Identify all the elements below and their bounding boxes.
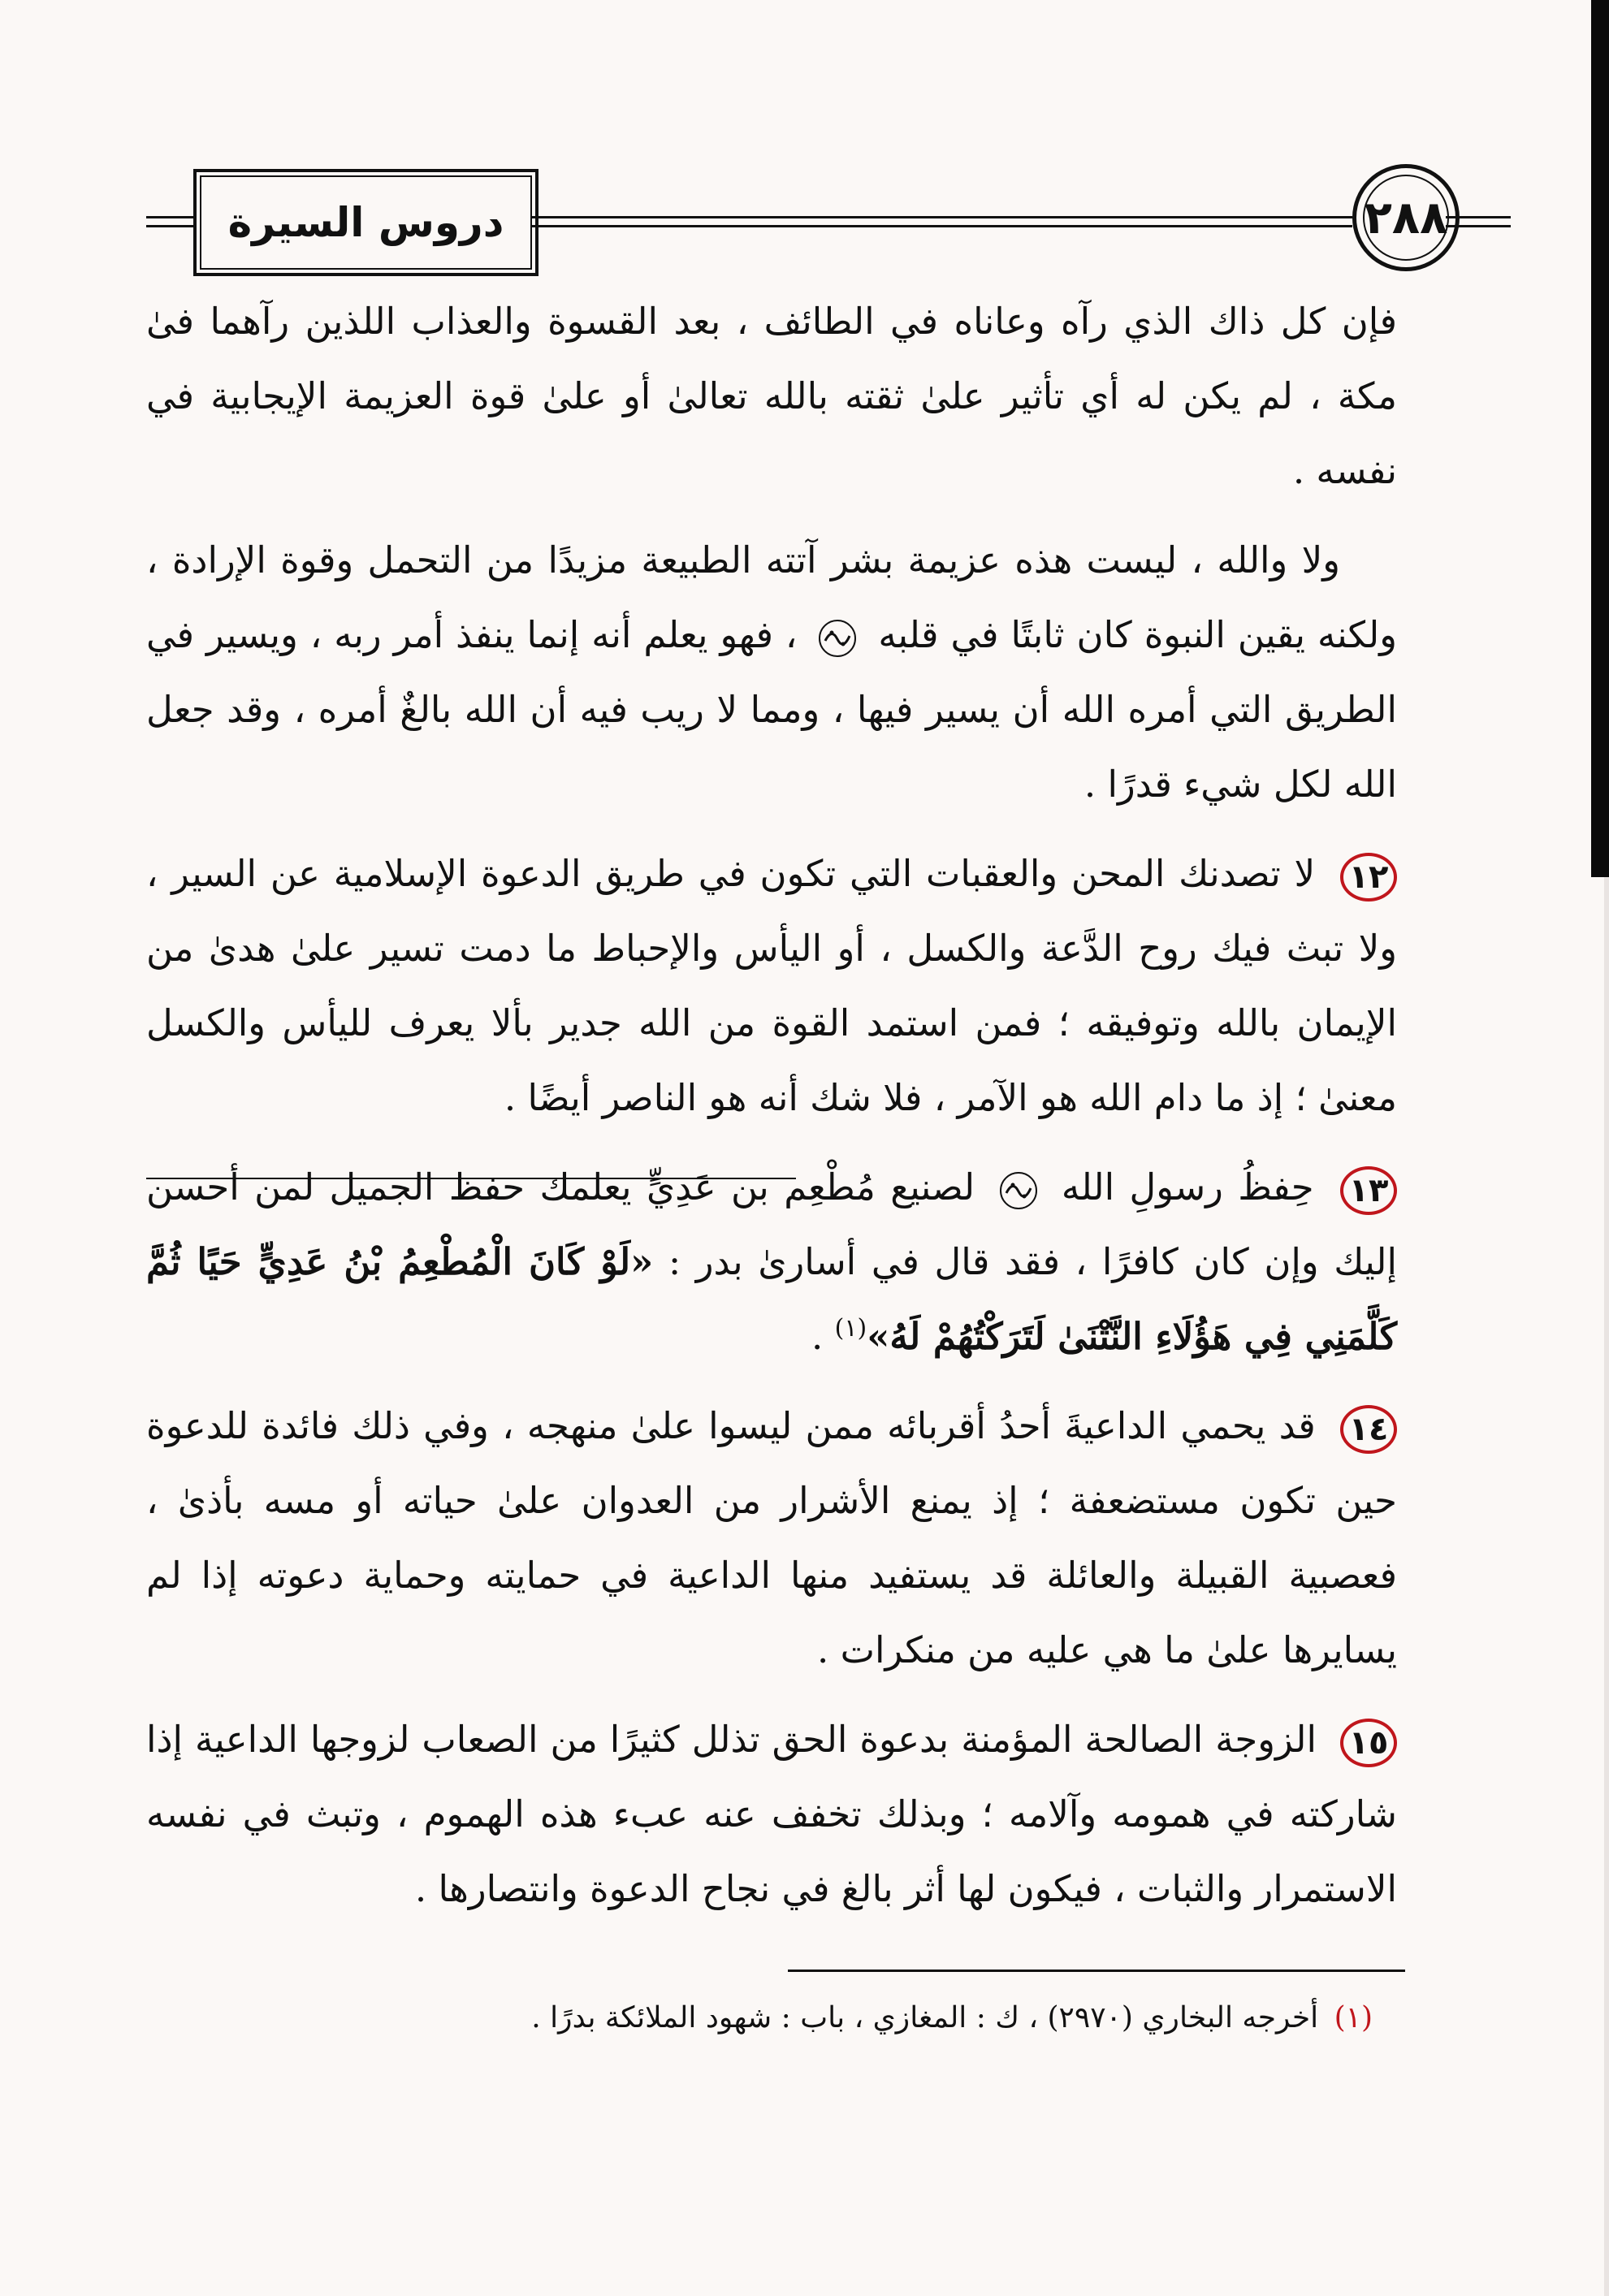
item-15-number: ١٥: [1340, 1719, 1397, 1767]
paragraph-2: [146, 523, 1397, 822]
paragraph-2-part-a: ولا والله ، ليست هذه عزيمة بشر آتته الطبيعة مزيدًا من التحمل وقوة الإرادة ، ولكنه يقين النبوة كان ثابتًا في قلبه: [146, 538, 1397, 656]
item-13-text-b: لصنيع مُطْعِم بن عَدِيٍّ يعلمك حفظ الجميل لمن أحسن إليك وإن كان كافرًا ، فقد قال في أسارىٰ بدر :: [146, 1165, 1397, 1283]
paragraph-1: فإن كل ذاك الذي رآه وعاناه في الطائف ، بعد القسوة والعذاب اللذين رآهما فىٰ مكة ، لم يكن له أي تأثير علىٰ ثقته بالله تعالىٰ أو علىٰ قوة العزيمة الإيجابية في نفسه .: [146, 300, 1397, 492]
header-rule-left: [146, 216, 193, 227]
item-14-number: ١٤: [1340, 1405, 1397, 1454]
salutation-icon: [814, 615, 861, 662]
page-header: [146, 162, 1446, 276]
salutation-icon: [995, 1167, 1042, 1214]
header-rule-right: [1446, 216, 1511, 227]
item-13-end: .: [811, 1315, 824, 1358]
item-12: [146, 837, 1397, 1135]
footnote-mark: (١): [1334, 2001, 1373, 2034]
page-number: ٢٨٨: [1364, 191, 1448, 244]
header-rule-middle: [532, 216, 1352, 227]
item-14: [146, 1389, 1397, 1688]
item-13: [146, 1150, 1397, 1374]
footnote-reference: (١): [834, 1314, 867, 1343]
running-title: دروس السيرة: [227, 199, 504, 246]
footnote: [146, 1994, 1373, 2043]
running-title-frame: [193, 169, 538, 276]
item-13-number: ١٣: [1340, 1166, 1397, 1215]
main-text: [146, 284, 1397, 1941]
item-13-text-a: حِفظُ رسولِ الله: [1061, 1165, 1314, 1209]
scan-edge: [1591, 0, 1609, 877]
page-number-badge: [1352, 164, 1460, 271]
item-15: [146, 1702, 1397, 1926]
item-12-text: لا تصدنك المحن والعقبات التي تكون في طريق الدعوة الإسلامية عن السير ، ولا تبث فيك روح الدَّعة والكسل ، أو اليأس والإحباط ما دمت تسير علىٰ هدىٰ من الإيمان بالله وتوفيقه ؛ فمن استمد القوة من الله جدير بألا يعرف لليأس والكسل معنىٰ ؛ إذ ما دام الله هو الآمر ، فلا شك أنه هو الناصر أيضًا .: [146, 852, 1397, 1119]
footnote-text: أخرجه البخاري (٢٩٧٠) ، ك : المغازي ، باب : شهود الملائكة بدرًا .: [531, 2001, 1319, 2034]
item-15-text: الزوجة الصالحة المؤمنة بدعوة الحق تذلل كثيرًا من الصعاب لزوجها الداعية إذا شاركته في همومه وآلامه ؛ وبذلك تخفف عنه عبء هذه الهموم ، وتبث في نفسه الاستمرار والثبات ، فيكون لها أثر بالغ في نجاح الدعوة وانتصارها .: [146, 1718, 1397, 1910]
paragraph-2-part-b: ، فهو يعلم أنه إنما ينفذ أمر ربه ، ويسير في الطريق التي أمره الله أن يسير فيها ، ومما لا ريب فيه أن الله بالغٌ أمره ، وقد جعل الله لكل شيء قدرًا .: [146, 613, 1397, 806]
footnote-separator: [788, 1970, 1405, 1972]
hand-underline: [146, 1178, 796, 1179]
hadith-quote: «لَوْ كَانَ الْمُطْعِمُ بْنُ عَدِيٍّ حَيًا ثُمَّ كَلَّمَنِي فِي هَؤُلَاءِ النَّتْنَىٰ لَتَرَكْتُهُمْ لَهُ»: [146, 1240, 1397, 1358]
item-12-number: ١٢: [1340, 853, 1397, 902]
item-14-text: قد يحمي الداعيةَ أحدُ أقربائه ممن ليسوا علىٰ منهجه ، وفي ذلك فائدة للدعوة حين تكون مستضعفة ؛ إذ يمنع الأشرار من العدوان علىٰ حياته أو مسه بأذىٰ ، فعصبية القبيلة والعائلة قد يستفيد منها الداعية في حمايته وحماية دعوته إذا لم يسايرها علىٰ ما هي عليه من منكرات .: [146, 1404, 1397, 1671]
scan-edge-lower: [1604, 877, 1609, 2296]
